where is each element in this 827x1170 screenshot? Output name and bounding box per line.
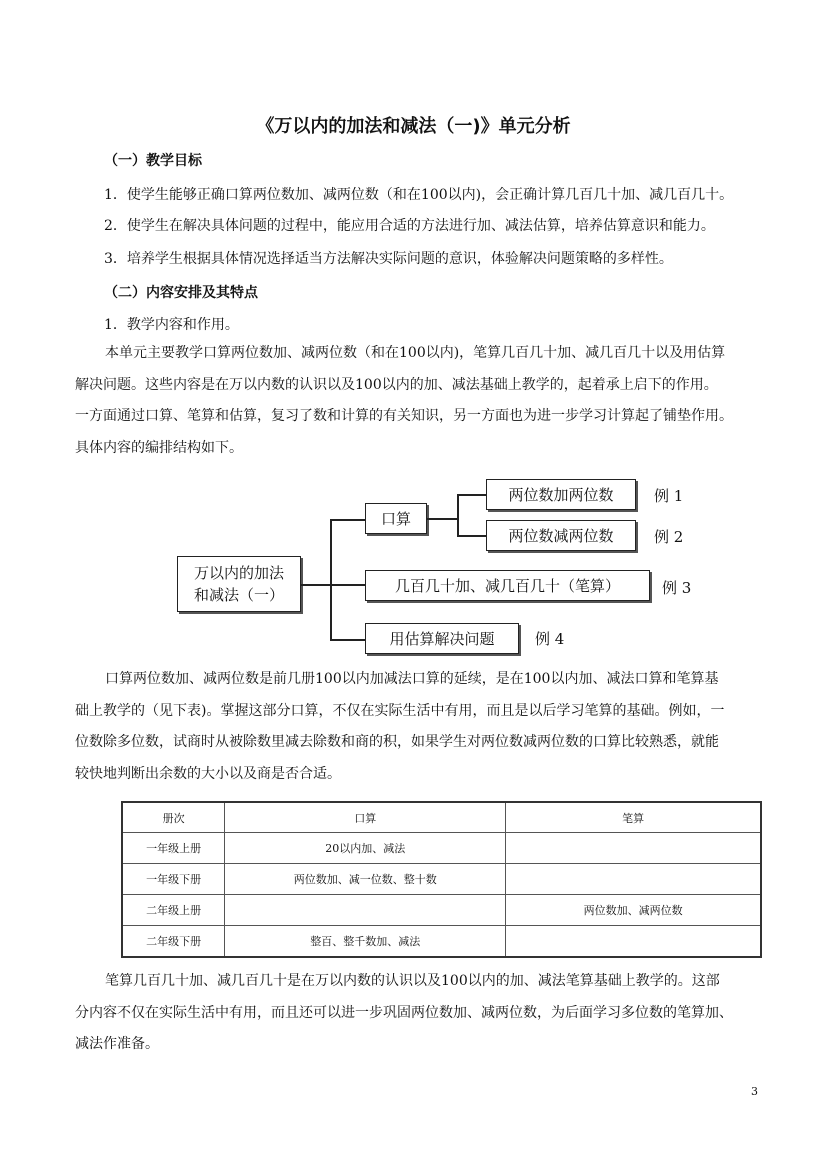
- diagram-root-line2: 和减法（一）: [193, 586, 284, 604]
- connector: [427, 518, 457, 520]
- paragraph-line: 位数除多位数，试商时从被除数里减去除数和商的积，如果学生对两位数减两位数的口算比较熟悉，就能: [75, 734, 719, 750]
- table-cell: [506, 926, 761, 958]
- table-header-cell: 口算: [225, 802, 506, 833]
- table-cell: [506, 833, 761, 864]
- paragraph-line: 本单元主要教学口算两位数加、减两位数（和在100以内)，笔算几百几十加、减几百几十以及用估算: [105, 345, 726, 361]
- diagram-leaf-written: 几百几十加、减几百几十（笔算）: [365, 570, 650, 601]
- connector: [457, 494, 459, 536]
- table-header-cell: 册次: [122, 802, 225, 833]
- table-cell: 二年级上册: [122, 895, 225, 926]
- table-row: [122, 833, 761, 864]
- diagram-example-label: 例 3: [662, 579, 692, 597]
- section-heading-goals: （一）教学目标: [104, 153, 202, 169]
- goal-item-3: 3．培养学生根据具体情况选择适当方法解决实际问题的意识，体验解决问题策略的多样性。: [104, 251, 673, 267]
- page-number: 3: [751, 1085, 758, 1098]
- paragraph-line: 口算两位数加、减两位数是前几册100以内加减法口算的延续，是在100以内加、减法口算和笔算基: [105, 671, 719, 687]
- paragraph-line: 较快地判断出余数的大小以及商是否合适。: [75, 765, 341, 782]
- diagram-example-label: 例 1: [654, 487, 684, 505]
- diagram-example-label: 例 4: [535, 630, 565, 648]
- diagram-kousuan-box: 口算: [365, 503, 427, 534]
- paragraph-line: 减法作准备。: [75, 1036, 159, 1052]
- connector: [330, 519, 332, 640]
- connector: [457, 535, 486, 537]
- goal-item-2: 2．使学生在解决具体问题的过程中，能应用合适的方法进行加、减法估算，培养估算意识和能力。: [104, 218, 715, 234]
- connector: [330, 639, 365, 641]
- paragraph-line: 础上教学的（见下表)。掌握这部分口算，不仅在实际生活中有用，而且是以后学习笔算的基础。例如，一: [75, 702, 725, 719]
- paragraph-line: 分内容不仅在实际生活中有用，而且还可以进一步巩固两位数加、减两位数，为后面学习多位数的笔算加、: [75, 1004, 733, 1021]
- table-cell: 一年级下册: [122, 864, 225, 895]
- paragraph-intro: [75, 338, 761, 464]
- connector: [301, 584, 331, 586]
- connector: [330, 584, 365, 586]
- table-cell: 两位数加、减一位数、整十数: [225, 864, 506, 895]
- table-header-row: [122, 802, 761, 833]
- diagram-root-line1: 万以内的加法: [193, 564, 284, 582]
- page-title: 《万以内的加法和减法（一)》单元分析: [256, 116, 571, 137]
- table-cell: [506, 864, 761, 895]
- curriculum-table: [121, 801, 762, 958]
- diagram-leaf-estimate: 用估算解决问题: [365, 623, 519, 654]
- table-row: [122, 895, 761, 926]
- table-cell: 整百、整千数加、减法: [225, 926, 506, 958]
- section-heading-content: （二）内容安排及其特点: [104, 285, 258, 301]
- connector: [457, 494, 486, 496]
- table-cell: 20以内加、减法: [225, 833, 506, 864]
- goal-item-1: 1．使学生能够正确口算两位数加、减两位数（和在100以内)，会正确计算几百几十加、减几百几十。: [104, 187, 734, 203]
- table-cell: [225, 895, 506, 926]
- paragraph-line: 解决问题。这些内容是在万以内数的认识以及100以内的加、减法基础上教学的，起着承上启下的作用。: [75, 376, 718, 393]
- diagram-leaf-add: 两位数加两位数: [486, 479, 636, 510]
- table-cell: 二年级下册: [122, 926, 225, 958]
- paragraph-oral: [75, 664, 761, 790]
- table-cell: 两位数加、减两位数: [506, 895, 761, 926]
- table-header-cell: 笔算: [506, 802, 761, 833]
- diagram-leaf-subtract: 两位数减两位数: [486, 520, 636, 551]
- paragraph-line: 一方面通过口算、笔算和估算，复习了数和计算的有关知识，另一方面也为进一步学习计算起了铺垫作用。: [75, 408, 733, 424]
- diagram-root-box: [177, 556, 301, 612]
- paragraph-written: [75, 966, 761, 1061]
- table-cell: 一年级上册: [122, 833, 225, 864]
- table-row: [122, 926, 761, 958]
- table-row: [122, 864, 761, 895]
- content-subheading: 1．教学内容和作用。: [104, 317, 239, 333]
- paragraph-line: 具体内容的编排结构如下。: [75, 439, 243, 456]
- diagram-example-label: 例 2: [654, 528, 684, 546]
- connector: [330, 519, 365, 521]
- paragraph-line: 笔算几百几十加、减几百几十是在万以内数的认识以及100以内的加、减法笔算基础上教学的。这部: [105, 973, 720, 989]
